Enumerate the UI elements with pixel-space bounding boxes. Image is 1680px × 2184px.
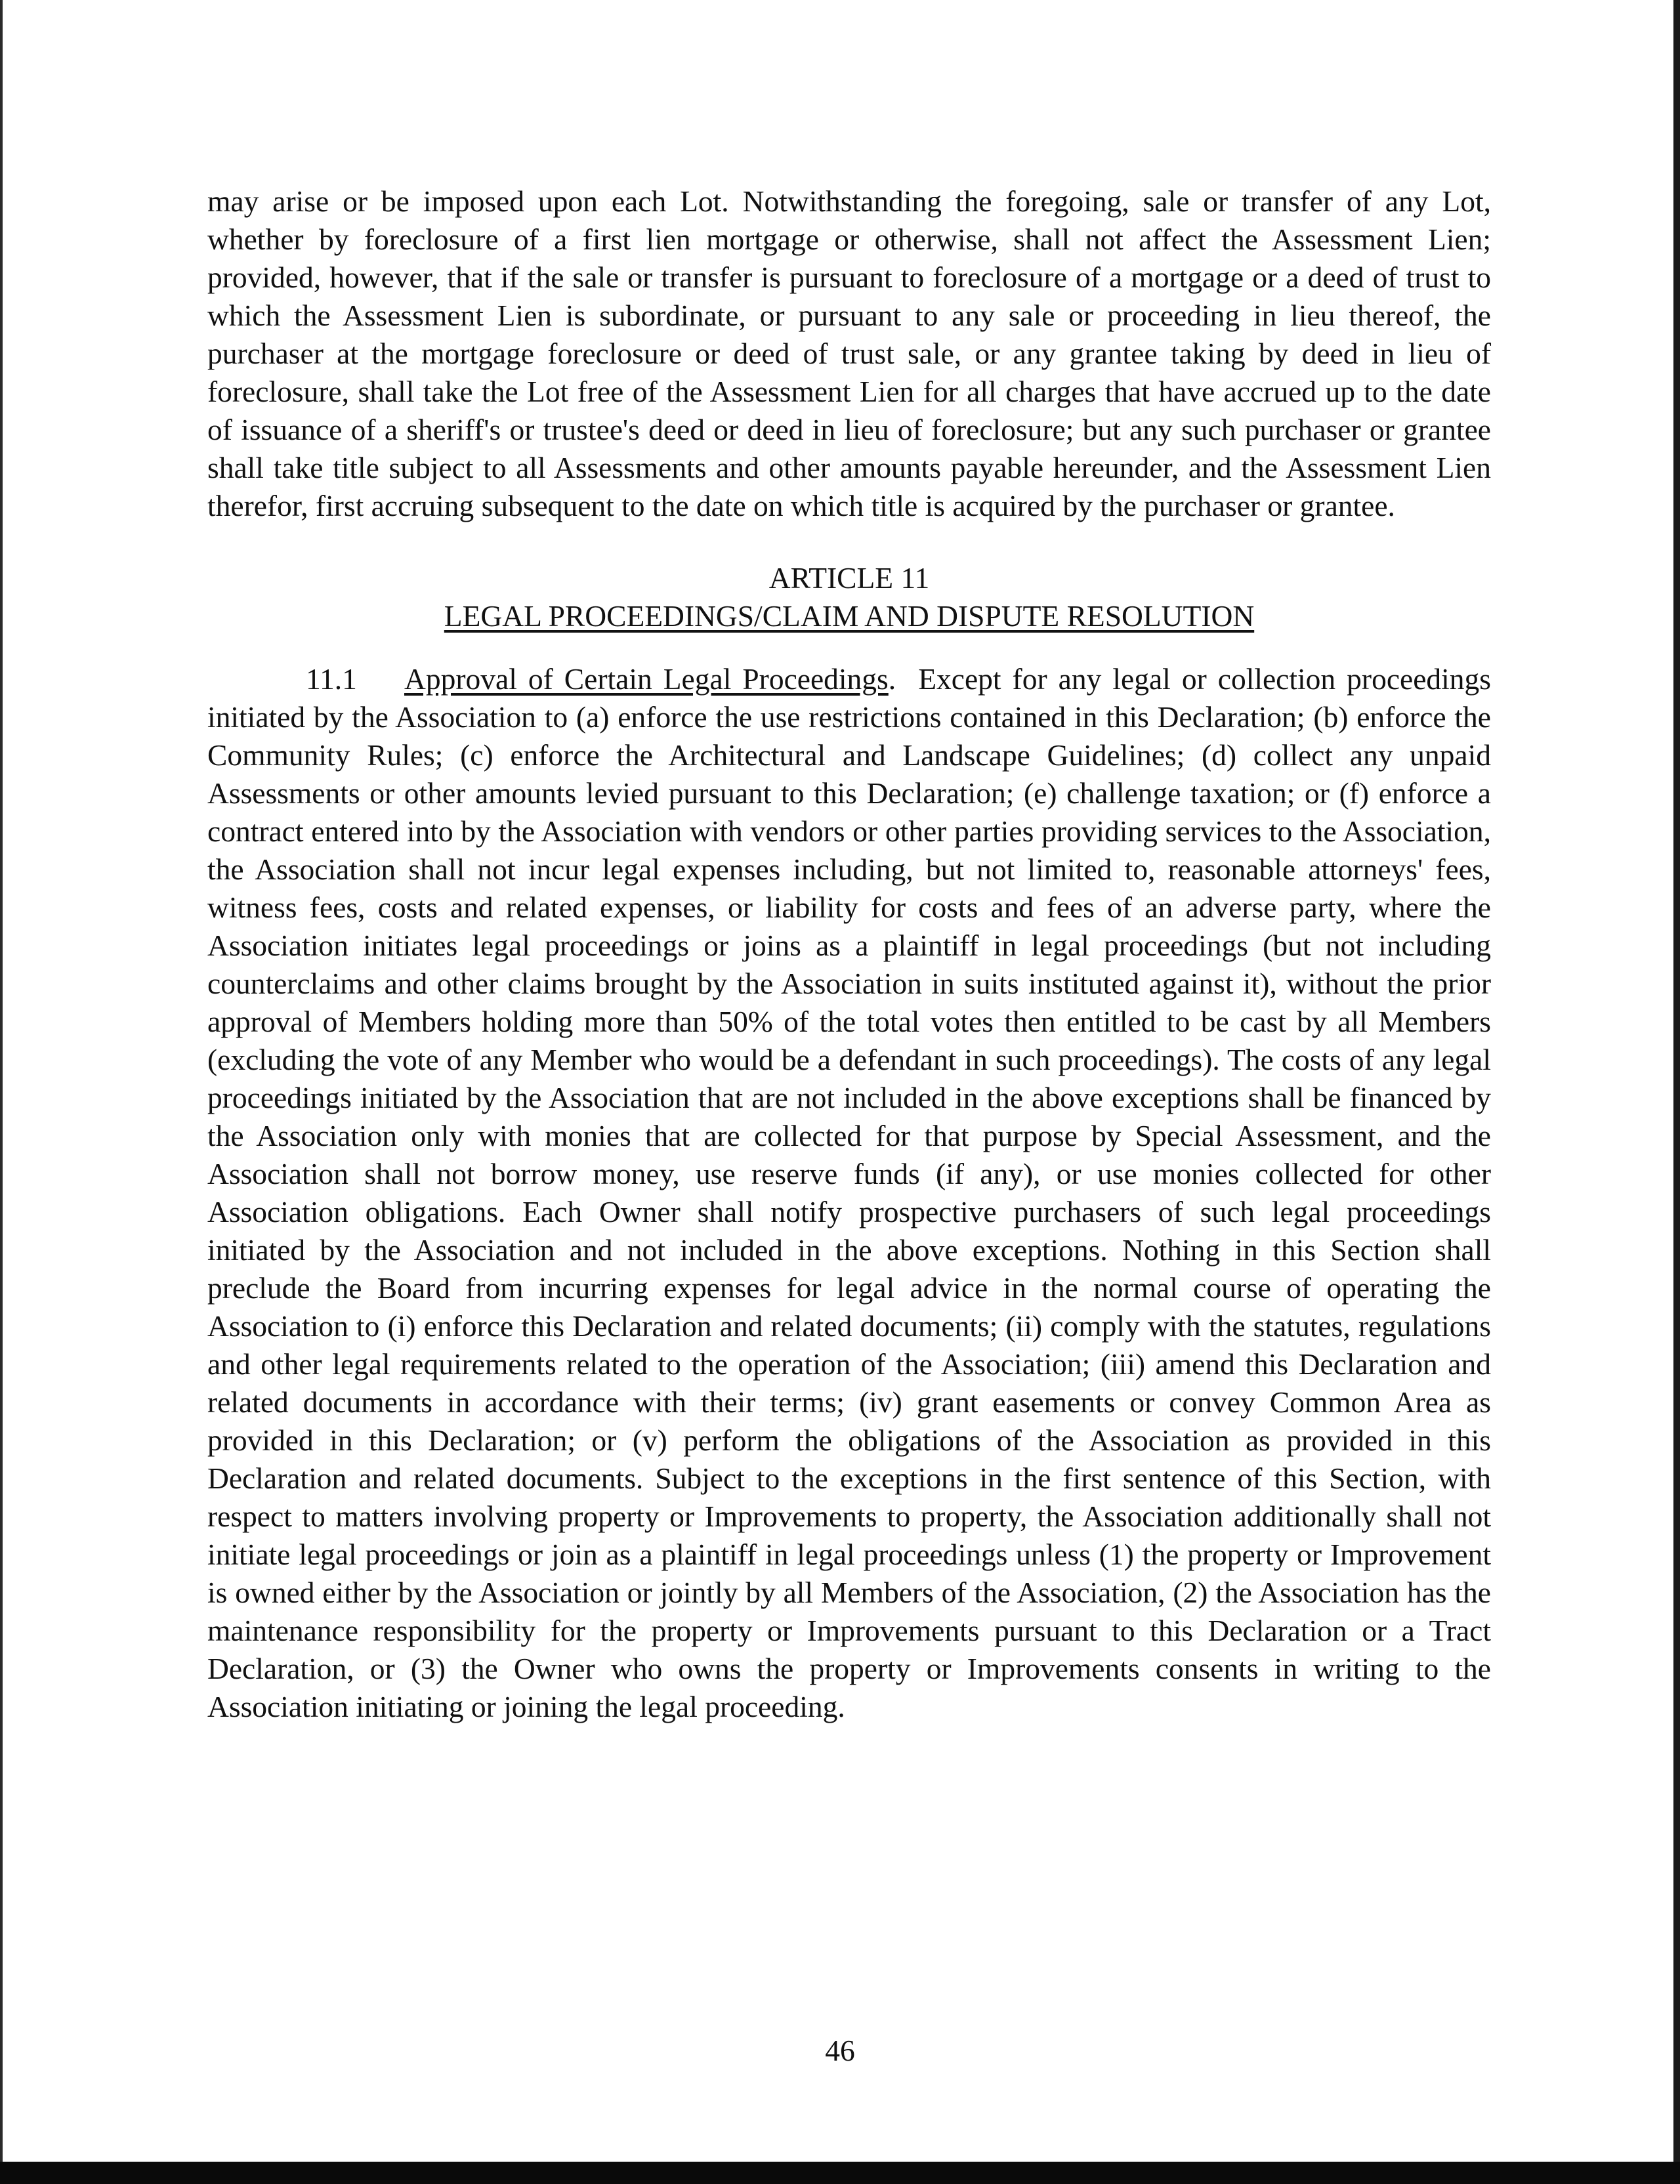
article-number: ARTICLE 11 [768,561,930,595]
section-paragraph [207,660,1491,1726]
article-heading [207,559,1491,635]
section-heading-punctuation: . [888,662,896,696]
scan-edge-left [0,0,3,2184]
section-heading: Approval of Certain Legal Proceedings [404,662,889,696]
continuation-paragraph: may arise or be imposed upon each Lot. Notwithstanding the foregoing, sale or transfer of any Lot, whether by foreclosure of a first lien mortgage or otherwise, shall not affect the Assessment Lien; provided, however, that if the sale or transfer is pursuant to foreclosure of a mortgage or a deed of trust to which the Assessment Lien is subordinate, or pursuant to any sale or proceeding in lieu thereof, the purchaser at the mortgage foreclosure or deed of trust sale, or any grantee taking by deed in lieu of foreclosure, shall take the Lot free of the Assessment Lien for all charges that have accrued up to the date of issuance of a sheriff's or trustee's deed or deed in lieu of foreclosure; but any such purchaser or grantee shall take title subject to all Assessments and other amounts payable hereunder, and the Assessment Lien therefor, first accruing subsequent to the date on which title is acquired by the purchaser or grantee. [207,184,1491,522]
scan-edge-bottom [0,2162,1680,2184]
section-number: 11.1 [306,662,357,696]
scan-edge-right [1673,0,1680,2184]
page-content [207,182,1491,1726]
section-body: Except for any legal or collection proceedings initiated by the Association to (a) enforce the use restrictions contained in this Declaration; (b) enforce the Community Rules; (c) enforce the Architectural and Landscape Guidelines; (d) collect any unpaid Assessments or other amounts levied pursuant to this Declaration; (e) challenge taxation; or (f) enforce a contract entered into by the Association with vendors or other parties providing services to the Association, the Association shall not incur legal expenses including, but not limited to, reasonable attorneys' fees, witness fees, costs and related expenses, or liability for costs and fees of an adverse party, where the Association initiates legal proceedings or joins as a plaintiff in legal proceedings (but not including counterclaims and other claims brought by the Association in suits instituted against it), without the prior approval of Members holding more than 50% of the total votes then entitled to be cast by all Members (excluding the vote of any Member who would be a defendant in such proceedings). The costs of any legal proceedings initiated by the Association that are not included in the above exceptions shall be financed by the Association only with monies that are collected for that purpose by Special Assessment, and the Association shall not borrow money, use reserve funds (if any), or use monies collected for other Association obligations. Each Owner shall notify prospective purchasers of such legal proceedings initiated by the Association and not included in the above exceptions. Nothing in this Section shall preclude the Board from incurring expenses for legal advice in the normal course of operating the Association to (i) enforce this Declaration and related documents; (ii) comply with the statutes, regulations and other legal requirements related to the operation of the Association; (iii) amend this Declaration and related documents in accordance with their terms; (iv) grant easements or convey Common Area as provided in this Declaration; or (v) perform the obligations of the Association as provided in this Declaration and related documents. Subject to the exceptions in the first sentence of this Section, with respect to matters involving property or Improvements to property, the Association additionally shall not initiate legal proceedings or join as a plaintiff in legal proceedings unless (1) the property or Improvement is owned either by the Association or jointly by all Members of the Association, (2) the Association has the maintenance responsibility for the property or Improvements pursuant to this Declaration or a Tract Declaration, or (3) the Owner who owns the property or Improvements consents in writing to the Association initiating or joining the legal proceeding. [207,662,1492,1723]
article-title: LEGAL PROCEEDINGS/CLAIM AND DISPUTE RESOLUTION [444,599,1255,633]
page-number: 46 [825,2034,855,2067]
